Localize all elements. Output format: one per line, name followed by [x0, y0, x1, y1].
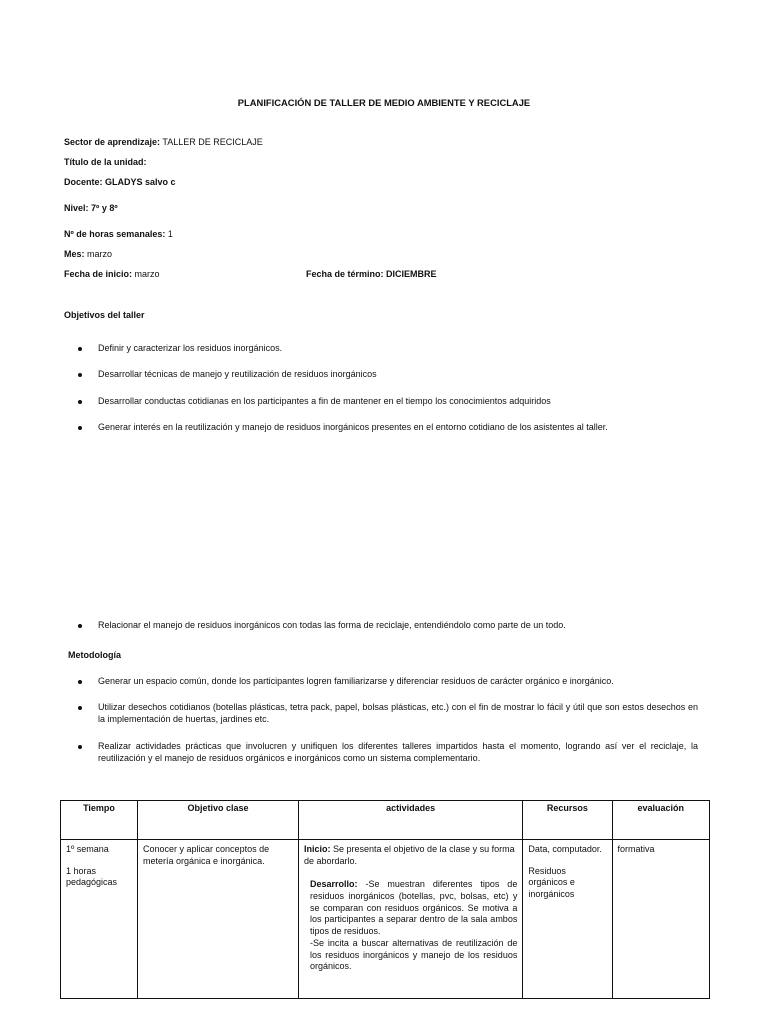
desarrollo-text-2: -Se incita a buscar alternativas de reutilización de los residuos inorgánicos y manejo de los residuos orgánicos. [310, 937, 518, 972]
objetivo-text: Desarrollar técnicas de manejo y reutilización de residuos inorgánicos [98, 369, 377, 379]
nivel-label: Nivel: [64, 203, 89, 213]
mes-value: marzo [87, 249, 113, 259]
metodologia-item [78, 741, 698, 769]
docente-label: Docente: [64, 177, 103, 187]
metodologia-item [78, 702, 698, 730]
actividad-inicio [304, 844, 517, 867]
docente-value: GLADYS salvo c [105, 177, 176, 187]
header-tiempo: Tiempo [61, 801, 138, 840]
inicio-field [64, 269, 160, 281]
inicio-value: marzo [134, 269, 160, 279]
objetivo-item [78, 620, 698, 634]
docente-field [64, 177, 176, 189]
inicio-text: Se presenta el objetivo de la clase y su forma de abordarlo. [304, 844, 515, 866]
termino-label: Fecha de término: [306, 269, 384, 279]
table-header-row [61, 801, 710, 840]
objetivo-item [78, 422, 698, 436]
cell-tiempo [61, 840, 138, 999]
recursos-residuos: Residuos orgánicos e inorgánicos [528, 865, 575, 900]
metodologia-text: Generar un espacio común, donde los participantes logren familiarizarse y diferenciar residuos de carácter orgánico e inorgánico. [98, 676, 614, 686]
bullet-dot [78, 426, 82, 430]
objetivos-heading: Objetivos del taller [64, 310, 145, 320]
metodologia-item [78, 676, 698, 690]
desarrollo-text: -Se muestran diferentes tipos de residuos inorgánicos (botellas, pvc, bolsas, etc) y se comparan con residuos orgánicos. Se motiva a los participantes a separar dentro de la sala ambos tipos de residuos. [310, 879, 518, 937]
titulo-field [64, 157, 147, 169]
objetivo-clase-text: Conocer y aplicar conceptos de metería orgánica e inorgánica. [143, 844, 270, 866]
header-actividades: actividades [299, 801, 523, 840]
bullet-dot [78, 400, 82, 404]
nivel-field [64, 203, 118, 215]
sector-field [64, 137, 263, 149]
bullet-dot [78, 624, 82, 628]
actividad-desarrollo [304, 879, 517, 973]
objetivo-text: Relacionar el manejo de residuos inorgánicos con todas las forma de reciclaje, entendiéndolo como parte de un todo. [98, 620, 566, 630]
horas-label: Nº de horas semanales: [64, 229, 166, 239]
objetivo-item [78, 396, 698, 410]
horas-value: 1 [167, 229, 173, 239]
objetivo-text: Generar interés en la reutilización y manejo de residuos inorgánicos presentes en el entorno cotidiano de los asistentes al taller. [98, 422, 608, 432]
planning-table [60, 800, 710, 999]
bullet-dot [78, 373, 82, 377]
bullet-dot [78, 680, 82, 684]
metodologia-text: Utilizar desechos cotidianos (botellas plásticas, tetra pack, papel, bolsas plásticas, etc.) con el fin de mostrar lo fácil y útil que son estos desechos en la implementación de huertas, jardines etc. [98, 702, 698, 724]
mes-label: Mes: [64, 249, 85, 259]
cell-recursos [523, 840, 612, 999]
recursos-data: Data, computador. [528, 844, 602, 854]
metodologia-text: Realizar actividades prácticas que involucren y unifiquen los diferentes talleres impartidos hasta el momento, logrando así ver el reciclaje, la reutilización y el manejo de residuos orgánicos e inorgánicos como un sistema complementario. [98, 741, 698, 763]
metodologia-heading: Metodología [68, 650, 121, 660]
page-title: PLANIFICACIÓN DE TALLER DE MEDIO AMBIENTE Y RECICLAJE [237, 97, 531, 108]
bullet-dot [78, 347, 82, 351]
evaluacion-text: formativa [617, 844, 655, 854]
header-evaluacion: evaluación [612, 801, 709, 840]
termino-value: DICIEMBRE [386, 269, 437, 279]
bullet-dot [78, 745, 82, 749]
cell-objetivo [138, 840, 299, 999]
sector-label: Sector de aprendizaje: [64, 137, 161, 147]
objetivo-item [78, 369, 698, 383]
horas-field [64, 229, 173, 241]
header-recursos: Recursos [523, 801, 612, 840]
termino-field [306, 269, 437, 281]
inicio-label-cell: Inicio: [304, 844, 331, 854]
cell-evaluacion [612, 840, 709, 999]
titulo-label: Título de la unidad: [64, 157, 147, 167]
sector-value: TALLER DE RECICLAJE [162, 137, 263, 147]
objetivo-text: Desarrollar conductas cotidianas en los participantes a fin de mantener en el tiempo los conocimientos adquiridos [98, 396, 551, 406]
header-objetivo: Objetivo clase [138, 801, 299, 840]
tiempo-semana: 1º semana [66, 844, 109, 854]
objetivo-text: Definir y caracterizar los residuos inorgánicos. [98, 343, 283, 353]
table-row [61, 840, 710, 999]
mes-field [64, 249, 112, 261]
desarrollo-label: Desarrollo: [310, 879, 358, 890]
objetivo-item [78, 343, 698, 357]
nivel-value: 7º y 8º [91, 203, 118, 213]
cell-actividades [299, 840, 523, 999]
inicio-label: Fecha de inicio: [64, 269, 133, 279]
tiempo-horas: 1 horas pedagógicas [66, 865, 118, 888]
bullet-dot [78, 706, 82, 710]
